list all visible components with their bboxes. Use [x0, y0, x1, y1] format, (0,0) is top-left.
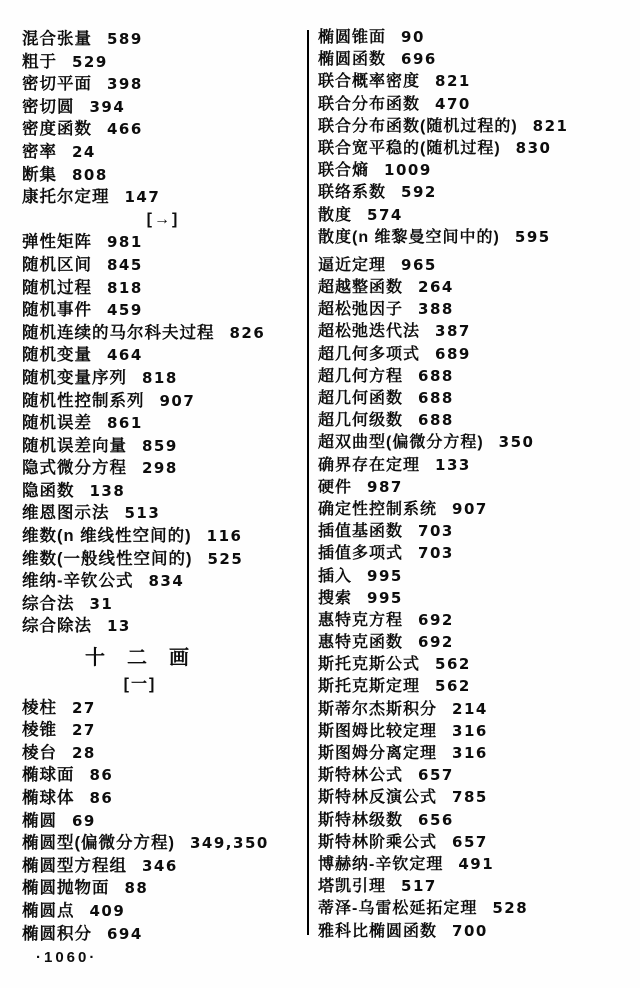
entry-page-number: 350 [498, 433, 535, 452]
index-entry-row [318, 26, 636, 48]
index-entry-row [318, 93, 636, 115]
entry-page-number: 562 [435, 677, 471, 696]
entry-page-number: 513 [124, 504, 161, 523]
entry-page-number: 688 [418, 389, 454, 407]
entry-page-number: 826 [229, 323, 266, 342]
index-entry-row [318, 181, 636, 203]
entry-page-number: 459 [107, 301, 143, 320]
index-left-column [22, 28, 304, 945]
index-entry-row [318, 675, 636, 697]
entry-term: 斯蒂尔杰斯积分 [318, 700, 438, 718]
entry-page-number: 981 [107, 233, 143, 252]
index-entry-row [318, 204, 636, 226]
entry-term: 超越整函数 [318, 279, 404, 297]
entry-page-number: 818 [107, 278, 143, 297]
entry-page-number: 86 [89, 789, 114, 807]
stroke-type-marker: [→] [146, 210, 180, 228]
entry-page-number: 90 [401, 28, 425, 46]
entry-term: 塔凯引理 [318, 878, 387, 896]
entry-page-number: 466 [107, 120, 143, 139]
entry-page-number: 464 [107, 346, 143, 365]
index-entry-row [318, 764, 636, 786]
entry-term: 斯托克斯定理 [318, 678, 421, 696]
entry-term: 维恩图示法 [22, 504, 110, 523]
entry-page-number: 388 [418, 300, 454, 319]
index-entry-row [318, 875, 636, 897]
entry-page-number: 346 [142, 856, 178, 875]
entry-page-number: 31 [89, 594, 114, 613]
entry-term: 插值基函数 [318, 523, 404, 541]
entry-page-number: 995 [367, 566, 403, 585]
entry-term: 超几何函数 [318, 390, 404, 407]
entry-term: 联合熵 [318, 162, 370, 180]
entry-term: 硬件 [318, 478, 353, 496]
index-entry-row [318, 70, 636, 92]
entry-term: 插入 [318, 567, 353, 585]
entry-term: 椭圆点 [22, 901, 75, 920]
entry-term: 联合概率密度 [318, 73, 421, 91]
entry-page-number: 595 [514, 227, 551, 246]
entry-page-number: 562 [435, 655, 471, 674]
entry-term: 惠特克函数 [318, 634, 404, 652]
entry-page-number: 316 [452, 721, 488, 740]
index-entry-row [318, 653, 636, 675]
index-entry-row [22, 877, 304, 900]
entry-page-number: 491 [458, 854, 495, 873]
entry-page-number: 589 [107, 30, 143, 48]
index-entry-row [318, 276, 636, 298]
entry-page-number: 138 [89, 481, 126, 500]
entry-page-number: 700 [452, 921, 488, 940]
entry-term: 联合分布函数 [318, 95, 421, 113]
index-entry-row [318, 631, 636, 653]
index-entry-row [22, 390, 304, 413]
entry-term: 超几何多项式 [318, 345, 421, 363]
index-entry-row [22, 164, 304, 187]
index-entry-row [22, 502, 304, 525]
index-entry-row [22, 28, 304, 51]
column-divider-rule [307, 30, 309, 935]
entry-page-number: 907 [159, 391, 196, 410]
entry-page-number: 821 [532, 116, 569, 135]
entry-term: 椭球体 [22, 789, 75, 807]
entry-term: 综合除法 [22, 617, 92, 636]
entry-term: 随机事件 [22, 301, 92, 320]
index-right-column [318, 26, 636, 942]
entry-term: 康托尔定理 [22, 188, 110, 207]
index-entry-row [22, 570, 304, 593]
entry-page-number: 830 [515, 138, 552, 157]
entry-term: 确定性控制系统 [318, 500, 438, 518]
entry-page-number: 470 [435, 94, 471, 113]
entry-term: 密度函数 [22, 120, 92, 139]
entry-page-number: 703 [418, 544, 454, 563]
entry-page-number: 298 [142, 459, 178, 478]
entry-term: 斯特林反演公式 [318, 789, 438, 807]
index-entry-row [22, 855, 304, 878]
entry-term: 斯图姆比较定理 [318, 722, 438, 740]
entry-term: 插值多项式 [318, 545, 404, 563]
index-entry-row [318, 897, 636, 919]
index-entry-row [22, 435, 304, 458]
index-entry-row [318, 365, 636, 387]
index-entry-row [22, 186, 304, 209]
index-entry-row [22, 367, 304, 390]
entry-term: 密切平面 [22, 75, 92, 94]
entry-term: 超几何级数 [318, 412, 404, 430]
entry-term: 斯图姆分离定理 [318, 745, 438, 762]
entry-page-number: 703 [418, 522, 454, 541]
entry-page-number: 987 [367, 477, 403, 496]
entry-page-number: 27 [72, 721, 96, 740]
index-entry-row [318, 226, 636, 248]
entry-page-number: 689 [435, 344, 471, 363]
entry-page-number: 214 [452, 699, 488, 718]
entry-term: 蒂泽-乌雷松延拓定理 [318, 900, 478, 918]
entry-term: 超松弛因子 [318, 301, 404, 319]
index-entry-row [318, 853, 636, 875]
index-entry-row [22, 73, 304, 96]
index-entry-row [318, 254, 636, 276]
index-entry-row [22, 719, 304, 742]
index-entry-row [318, 786, 636, 808]
index-entry-row [318, 809, 636, 831]
entry-page-number: 694 [107, 924, 143, 943]
entry-term: 椭圆锥面 [318, 29, 387, 46]
entry-term: 棱柱 [22, 698, 57, 717]
entry-page-number: 1009 [384, 161, 432, 180]
entry-term: 维数(一般线性空间的) [22, 549, 193, 568]
entry-page-number: 517 [401, 877, 437, 896]
index-entry-row [318, 565, 636, 587]
entry-page-number: 574 [367, 205, 403, 224]
entry-term: 椭圆函数 [318, 51, 387, 69]
entry-page-number: 907 [452, 499, 488, 518]
entry-page-number: 688 [418, 411, 454, 430]
entry-term: 综合法 [22, 594, 75, 613]
index-entry-row [22, 457, 304, 480]
index-entry-row [318, 454, 636, 476]
index-entry-row [22, 810, 304, 833]
entry-page-number: 861 [107, 414, 143, 433]
entry-page-number: 133 [435, 455, 471, 474]
entry-page-number: 316 [452, 744, 488, 762]
stroke-count-section-header: 十二画 [85, 647, 211, 670]
entry-term: 随机性控制系列 [22, 391, 145, 410]
index-entry-row [22, 525, 304, 548]
index-entry-row [318, 48, 636, 70]
index-entry-row [22, 141, 304, 164]
index-entry-row [318, 742, 636, 764]
index-entry-row [318, 298, 636, 320]
entry-page-number: 349,350 [190, 834, 269, 853]
entry-page-number: 696 [401, 50, 437, 69]
entry-term: 椭圆 [22, 811, 57, 830]
index-entry-row [318, 698, 636, 720]
entry-term: 逼近定理 [318, 256, 387, 274]
index-entry-row [22, 787, 304, 810]
entry-page-number: 116 [206, 527, 243, 546]
entry-term: 弹性矩阵 [22, 233, 92, 252]
entry-page-number: 528 [492, 899, 529, 918]
index-entry-row [22, 615, 304, 638]
index-entry-row [22, 480, 304, 503]
index-entry-row [22, 923, 304, 946]
index-entry-row [318, 137, 636, 159]
entry-term: 斯托克斯公式 [318, 656, 421, 674]
index-entry-row [318, 343, 636, 365]
entry-page-number: 821 [435, 72, 471, 91]
entry-page-number: 147 [124, 188, 161, 207]
index-entry-row [318, 476, 636, 498]
entry-page-number: 657 [452, 832, 488, 851]
entry-page-number: 834 [148, 572, 185, 591]
entry-term: 随机变量 [22, 346, 92, 365]
index-entry-row [22, 900, 304, 923]
index-entry-row [22, 832, 304, 855]
entry-term: 博赫纳-辛钦定理 [318, 855, 444, 873]
entry-page-number: 845 [107, 255, 143, 274]
page-number: ·1060· [36, 949, 98, 966]
index-entry-row [22, 231, 304, 254]
index-entry-row [318, 320, 636, 342]
index-entry-row [318, 431, 636, 453]
entry-page-number: 69 [72, 811, 96, 830]
index-entry-row [22, 764, 304, 787]
entry-page-number: 28 [72, 743, 96, 762]
entry-term: 雅科比椭圆函数 [318, 922, 438, 940]
entry-term: 联络系数 [318, 184, 387, 202]
entry-term: 超几何方程 [318, 367, 404, 385]
entry-page-number: 398 [107, 75, 143, 94]
index-entry-row [318, 609, 636, 631]
entry-page-number: 995 [367, 588, 403, 607]
entry-term: 棱锥 [22, 721, 57, 740]
entry-term: 椭圆型(偏微分方程) [22, 834, 175, 853]
index-entry-row [22, 118, 304, 141]
entry-page-number: 409 [89, 901, 126, 920]
index-entry-row [22, 96, 304, 119]
index-entry-row [318, 831, 636, 853]
index-entry-row [318, 520, 636, 542]
entry-term: 维纳-辛钦公式 [22, 572, 134, 591]
entry-term: 椭球面 [22, 766, 75, 785]
entry-term: 混合张量 [22, 30, 92, 48]
entry-term: 斯特林公式 [318, 767, 404, 785]
entry-term: 密率 [22, 142, 57, 161]
entry-page-number: 965 [401, 255, 437, 274]
index-entry-row [22, 322, 304, 345]
entry-page-number: 387 [435, 322, 471, 341]
index-entry-row [22, 548, 304, 571]
entry-term: 隐函数 [22, 481, 75, 500]
entry-term: 超双曲型(偏微分方程) [318, 434, 484, 452]
entry-term: 隐式微分方程 [22, 459, 127, 478]
entry-term: 粗于 [22, 52, 57, 71]
entry-page-number: 688 [418, 366, 454, 385]
entry-term: 随机连续的马尔科夫过程 [22, 323, 215, 342]
index-entry-row [22, 412, 304, 435]
entry-page-number: 88 [124, 879, 149, 898]
entry-term: 随机误差向量 [22, 436, 127, 455]
index-entry-row [22, 277, 304, 300]
entry-page-number: 86 [89, 766, 114, 785]
index-entry-row [318, 720, 636, 742]
index-entry-row [22, 254, 304, 277]
entry-page-number: 525 [207, 549, 244, 568]
index-entry-row [22, 593, 304, 616]
index-entry-row [22, 742, 304, 765]
entry-page-number: 27 [72, 698, 96, 717]
entry-term: 随机变量序列 [22, 368, 127, 387]
entry-page-number: 785 [452, 788, 488, 807]
entry-page-number: 692 [418, 633, 454, 652]
entry-term: 确界存在定理 [318, 456, 421, 474]
entry-term: 联合分布函数(随机过程的) [318, 117, 518, 135]
entry-term: 随机过程 [22, 278, 92, 297]
entry-term: 惠特克方程 [318, 611, 404, 629]
index-entry-row [318, 498, 636, 520]
stroke-type-marker: [一] [123, 676, 157, 694]
entry-term: 维数(n 维线性空间的) [22, 527, 192, 546]
entry-page-number: 24 [72, 142, 96, 161]
index-entry-row [22, 51, 304, 74]
entry-term: 椭圆抛物面 [22, 879, 110, 898]
entry-term: 随机误差 [22, 414, 92, 433]
entry-term: 散度 [318, 206, 353, 224]
entry-page-number: 657 [418, 766, 454, 785]
entry-term: 联合宽平稳的(随机过程) [318, 139, 501, 157]
entry-term: 搜索 [318, 589, 353, 607]
index-entry-row [318, 409, 636, 431]
entry-term: 斯特林阶乘公式 [318, 833, 438, 851]
entry-term: 椭圆积分 [22, 924, 92, 943]
entry-term: 密切圆 [22, 97, 75, 116]
index-entry-row [318, 920, 636, 942]
entry-page-number: 692 [418, 610, 454, 629]
entry-term: 随机区间 [22, 255, 92, 274]
entry-page-number: 529 [72, 52, 108, 71]
entry-page-number: 818 [142, 368, 178, 387]
entry-term: 棱台 [22, 743, 57, 762]
index-entry-row [22, 344, 304, 367]
entry-term: 断集 [22, 165, 57, 184]
entry-page-number: 859 [142, 436, 178, 455]
entry-page-number: 808 [72, 165, 108, 184]
entry-page-number: 394 [89, 97, 126, 116]
entry-page-number: 592 [401, 183, 437, 202]
entry-page-number: 13 [107, 617, 131, 636]
entry-term: 椭圆型方程组 [22, 856, 127, 875]
entry-page-number: 656 [418, 810, 454, 829]
entry-term: 散度(n 维黎曼空间中的) [318, 228, 500, 246]
index-entry-row [318, 387, 636, 409]
index-entry-row [318, 115, 636, 137]
index-entry-row [318, 542, 636, 564]
entry-term: 斯特林级数 [318, 811, 404, 829]
entry-page-number: 264 [418, 278, 454, 297]
index-entry-row [318, 159, 636, 181]
index-entry-row [22, 299, 304, 322]
index-entry-row [318, 587, 636, 609]
entry-term: 超松弛迭代法 [318, 323, 421, 341]
index-entry-row [22, 697, 304, 720]
